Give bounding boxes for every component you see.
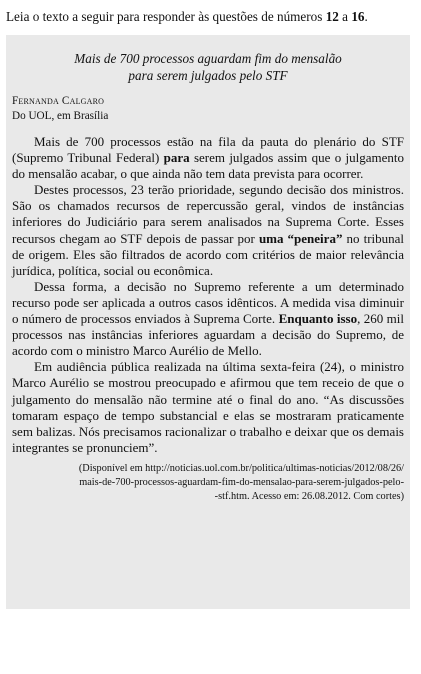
question-start-number: 12 [325, 9, 339, 24]
paragraph-2-part-c: no tribunal de origem. Eles são filtrados de acordo com critérios de maior relevância jurídica, política, social ou econômica. [12, 230, 405, 278]
source-line-1: (Disponível em http://noticias.uol.com.br/politica/ultimas-noticias/2012/08/26/ [78, 462, 404, 474]
page [6, 8, 410, 609]
article-title [12, 50, 404, 84]
source-citation [12, 462, 404, 504]
source-line-3: -stf.htm. Acesso em: 26.08.2012. Com cortes) [214, 490, 404, 502]
paragraph-2-bold: uma “peneira” [258, 230, 343, 246]
paragraph-3-part-a: Dessa forma, a decisão no Supremo referente a um determinado recurso pode ser aplicada a outros casos idênticos. A medida visa diminuir o número de processos enviados à Suprema Corte. [12, 278, 404, 327]
article-box [6, 35, 410, 609]
paragraph-1 [12, 134, 404, 182]
instruction-prefix: Leia o texto a seguir para responder às questões de números [6, 9, 323, 24]
instruction-suffix: . [364, 9, 368, 24]
byline [12, 94, 404, 124]
paragraph-2 [12, 182, 404, 279]
article-body [12, 134, 404, 456]
paragraph-2-part-a: Destes processos, 23 terão prioridade, segundo decisão dos ministros. São os chamados recursos de repercussão geral, vindos de instâncias inferiores do Judiciário para serem analisados na Suprema Corte. Esses recursos chegam ao STF depois de passar por [12, 182, 404, 246]
source-line-2: mais-de-700-processos-aguardam-fim-do-mensalao-para-serem-julgados-pelo- [79, 476, 404, 488]
instruction-text [6, 8, 410, 25]
paragraph-4: Em audiência pública realizada na última sexta-feira (24), o ministro Marco Aurélio se mostrou preocupado e afirmou que tem receio de que o julgamento do mensalão não termine até o final do ano. “As discussões tomaram espaço de tempo substancial e elas se mostraram praticamente sem balizas. Nós precisamos racionalizar o trabalho e deixar que os demais integrantes se pronunciem”. [12, 359, 404, 455]
author-name: Fernanda Calgaro [12, 95, 105, 107]
paragraph-3 [12, 279, 404, 359]
paragraph-3-part-c: , 260 mil processos nas instâncias inferiores aguardam a decisão do Supremo, de acordo com o ministro Marco Aurélio de Mello. [12, 311, 405, 359]
question-end-number: 16 [351, 9, 365, 24]
instruction-connector: a [342, 9, 349, 24]
article-title-line-2: para serem julgados pelo STF [128, 68, 288, 83]
paragraph-1-bold: para [163, 150, 190, 166]
author-location: Do UOL, em Brasília [12, 110, 109, 122]
paragraph-3-bold: Enquanto isso [278, 311, 358, 327]
paragraph-1-part-a: Mais de 700 processos estão na fila da pauta do plenário do STF (Supremo Tribunal Federal) [12, 134, 404, 166]
article-title-line-1: Mais de 700 processos aguardam fim do mensalão [74, 51, 342, 66]
paragraph-1-part-c: serem julgados assim que o julgamento do mensalão acabar, o que ainda não tem data prevista para ocorrer. [12, 150, 405, 182]
